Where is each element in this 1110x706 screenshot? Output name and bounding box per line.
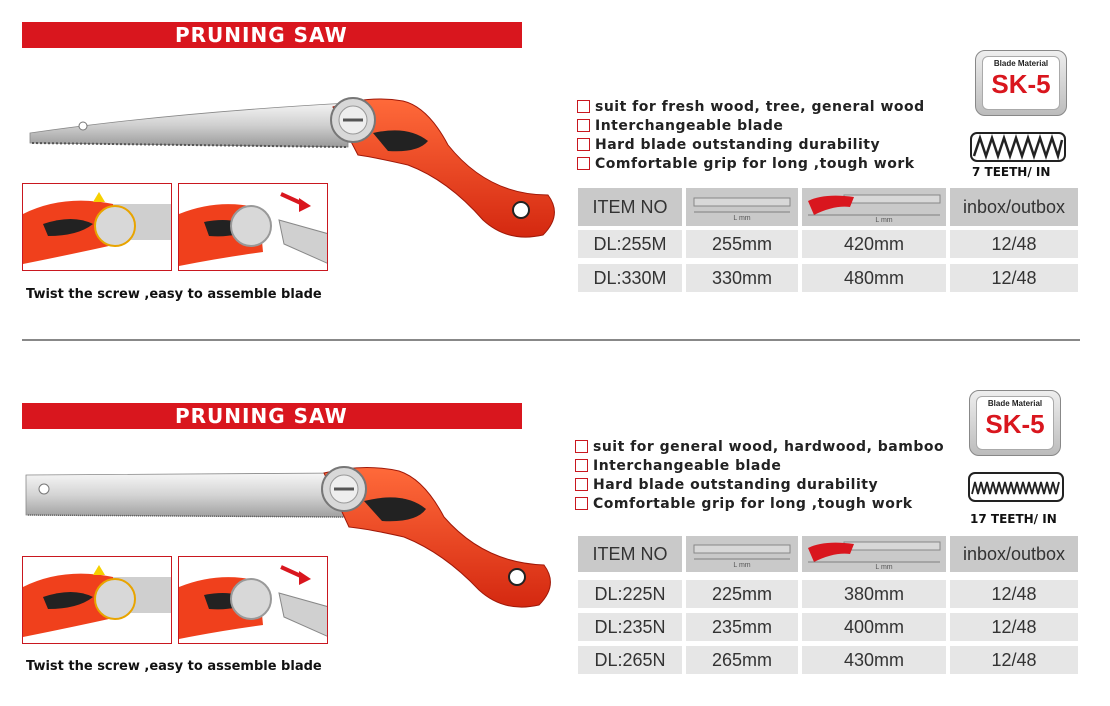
feature-item: suit for general wood, hardwood, bamboo [575,437,944,456]
header-total-length [802,536,946,572]
table-cell: 255mm [686,230,798,258]
table-cell: 12/48 [950,230,1078,258]
table-cell: 12/48 [950,264,1078,292]
table-cell: 265mm [686,646,798,674]
assembly-caption: Twist the screw ,easy to assemble blade [26,659,322,674]
checkbox-icon [575,459,588,472]
svg-text:L mm: L mm [733,562,751,569]
table-cell: 330mm [686,264,798,292]
table-cell: DL:330M [578,264,682,292]
table-cell: 480mm [802,264,946,292]
feature-item: Hard blade outstanding durability [577,135,925,154]
badge-label: Blade Material [993,59,1049,68]
feature-item: Comfortable grip for long ,tough work [577,154,925,173]
svg-text:L mm: L mm [875,217,893,223]
checkbox-icon [575,497,588,510]
header-inbox-outbox: inbox/outbox [950,188,1078,226]
section-banner [22,403,522,429]
banner-title: PRUNING SAW [175,23,348,47]
saw-icon [804,538,944,570]
assembly-inset-1 [22,556,172,644]
teeth-icon [968,472,1064,502]
table-cell: DL:265N [578,646,682,674]
table-cell: 12/48 [950,580,1078,608]
table-cell: 380mm [802,580,946,608]
svg-text:L mm: L mm [733,215,751,222]
assembly-caption: Twist the screw ,easy to assemble blade [26,287,322,302]
header-item-no: ITEM NO [578,536,682,572]
badge-value: SK-5 [991,69,1051,99]
feature-item: suit for fresh wood, tree, general wood [577,97,925,116]
blade-material-badge [969,390,1061,456]
checkbox-icon [575,478,588,491]
checkbox-icon [575,440,588,453]
table-cell: DL:255M [578,230,682,258]
table-cell: 235mm [686,613,798,641]
teeth-per-inch: 17 TEETH/ IN [970,512,1057,526]
table-cell: 225mm [686,580,798,608]
badge-label: Blade Material [987,399,1043,408]
feature-item: Hard blade outstanding durability [575,475,944,494]
header-inbox-outbox: inbox/outbox [950,536,1078,572]
table-cell: 430mm [802,646,946,674]
table-cell: 420mm [802,230,946,258]
badge-value: SK-5 [985,409,1045,439]
table-cell: DL:235N [578,613,682,641]
blade-icon [690,539,794,569]
feature-item: Comfortable grip for long ,tough work [575,494,944,513]
banner-title: PRUNING SAW [175,404,348,428]
teeth-per-inch: 7 TEETH/ IN [972,165,1051,179]
feature-list [575,437,944,513]
svg-text:L mm: L mm [875,564,893,570]
feature-item: Interchangeable blade [575,456,944,475]
table-cell: DL:225N [578,580,682,608]
feature-item: Interchangeable blade [577,116,925,135]
assembly-inset-2 [178,556,328,644]
header-item-no: ITEM NO [578,188,682,226]
table-cell: 12/48 [950,613,1078,641]
table-cell: 12/48 [950,646,1078,674]
table-cell: 400mm [802,613,946,641]
header-blade-length [686,536,798,572]
